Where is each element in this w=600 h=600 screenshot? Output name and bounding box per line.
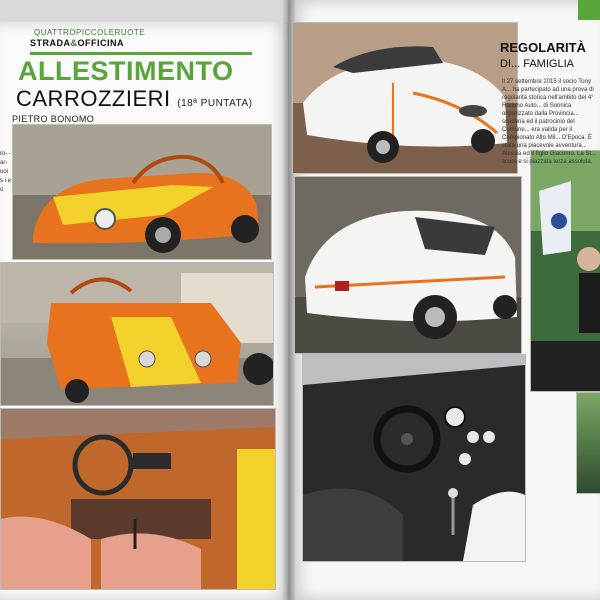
photo-buggy-rear <box>0 262 274 406</box>
section-tab <box>578 0 600 20</box>
photo-coupe-cockpit <box>302 354 526 562</box>
section-strip <box>30 38 124 48</box>
photo-buggy-interior <box>0 408 276 590</box>
section-label-amp: & <box>70 38 78 48</box>
section-label-officina: OFFICINA <box>77 38 124 48</box>
photo-buggy-front <box>12 124 272 260</box>
right-article-subheading: DI... FAMIGLIA <box>500 58 574 70</box>
article-author: PIETRO BONOMO <box>12 114 95 124</box>
magazine-section-name <box>34 28 145 37</box>
header-rule <box>30 52 252 55</box>
article-title-main: CARROZZIERI <box>16 86 171 111</box>
right-article-body: Il 27 settembre 2015 il socio Tony A... ha partecipato ad una prova di regolarità storica nell'ambito del 4° Raduno Auto... di Sonnica organizzato dalla Provincia... scuderia ed il patrocinio del Comune... era valida per il Campionato Alto Mil... D'Epoca. È stata una piacevole avventura... Alessia ed il figlio Giacomo. La St... scura e si piazzata terza assoluta. <box>502 79 597 165</box>
article-title-installment: (18ª PUNTATA) <box>177 98 253 109</box>
right-article-heading: REGOLARITÀ <box>500 40 586 55</box>
left-column-text: ro- -ar- uoi s i e o <box>0 151 12 193</box>
photo-white-coupe-front <box>292 22 518 174</box>
section-label-strada: STRADA <box>30 38 71 48</box>
article-title-line2 <box>16 86 252 112</box>
magazine-name: QUATTROPICCOLERUOTE <box>34 28 146 37</box>
article-title-line1: ALLESTIMENTO <box>18 56 234 86</box>
photo-side-crowd <box>576 392 600 494</box>
photo-driver-portrait <box>530 150 600 392</box>
photo-white-coupe-rear <box>294 176 522 354</box>
